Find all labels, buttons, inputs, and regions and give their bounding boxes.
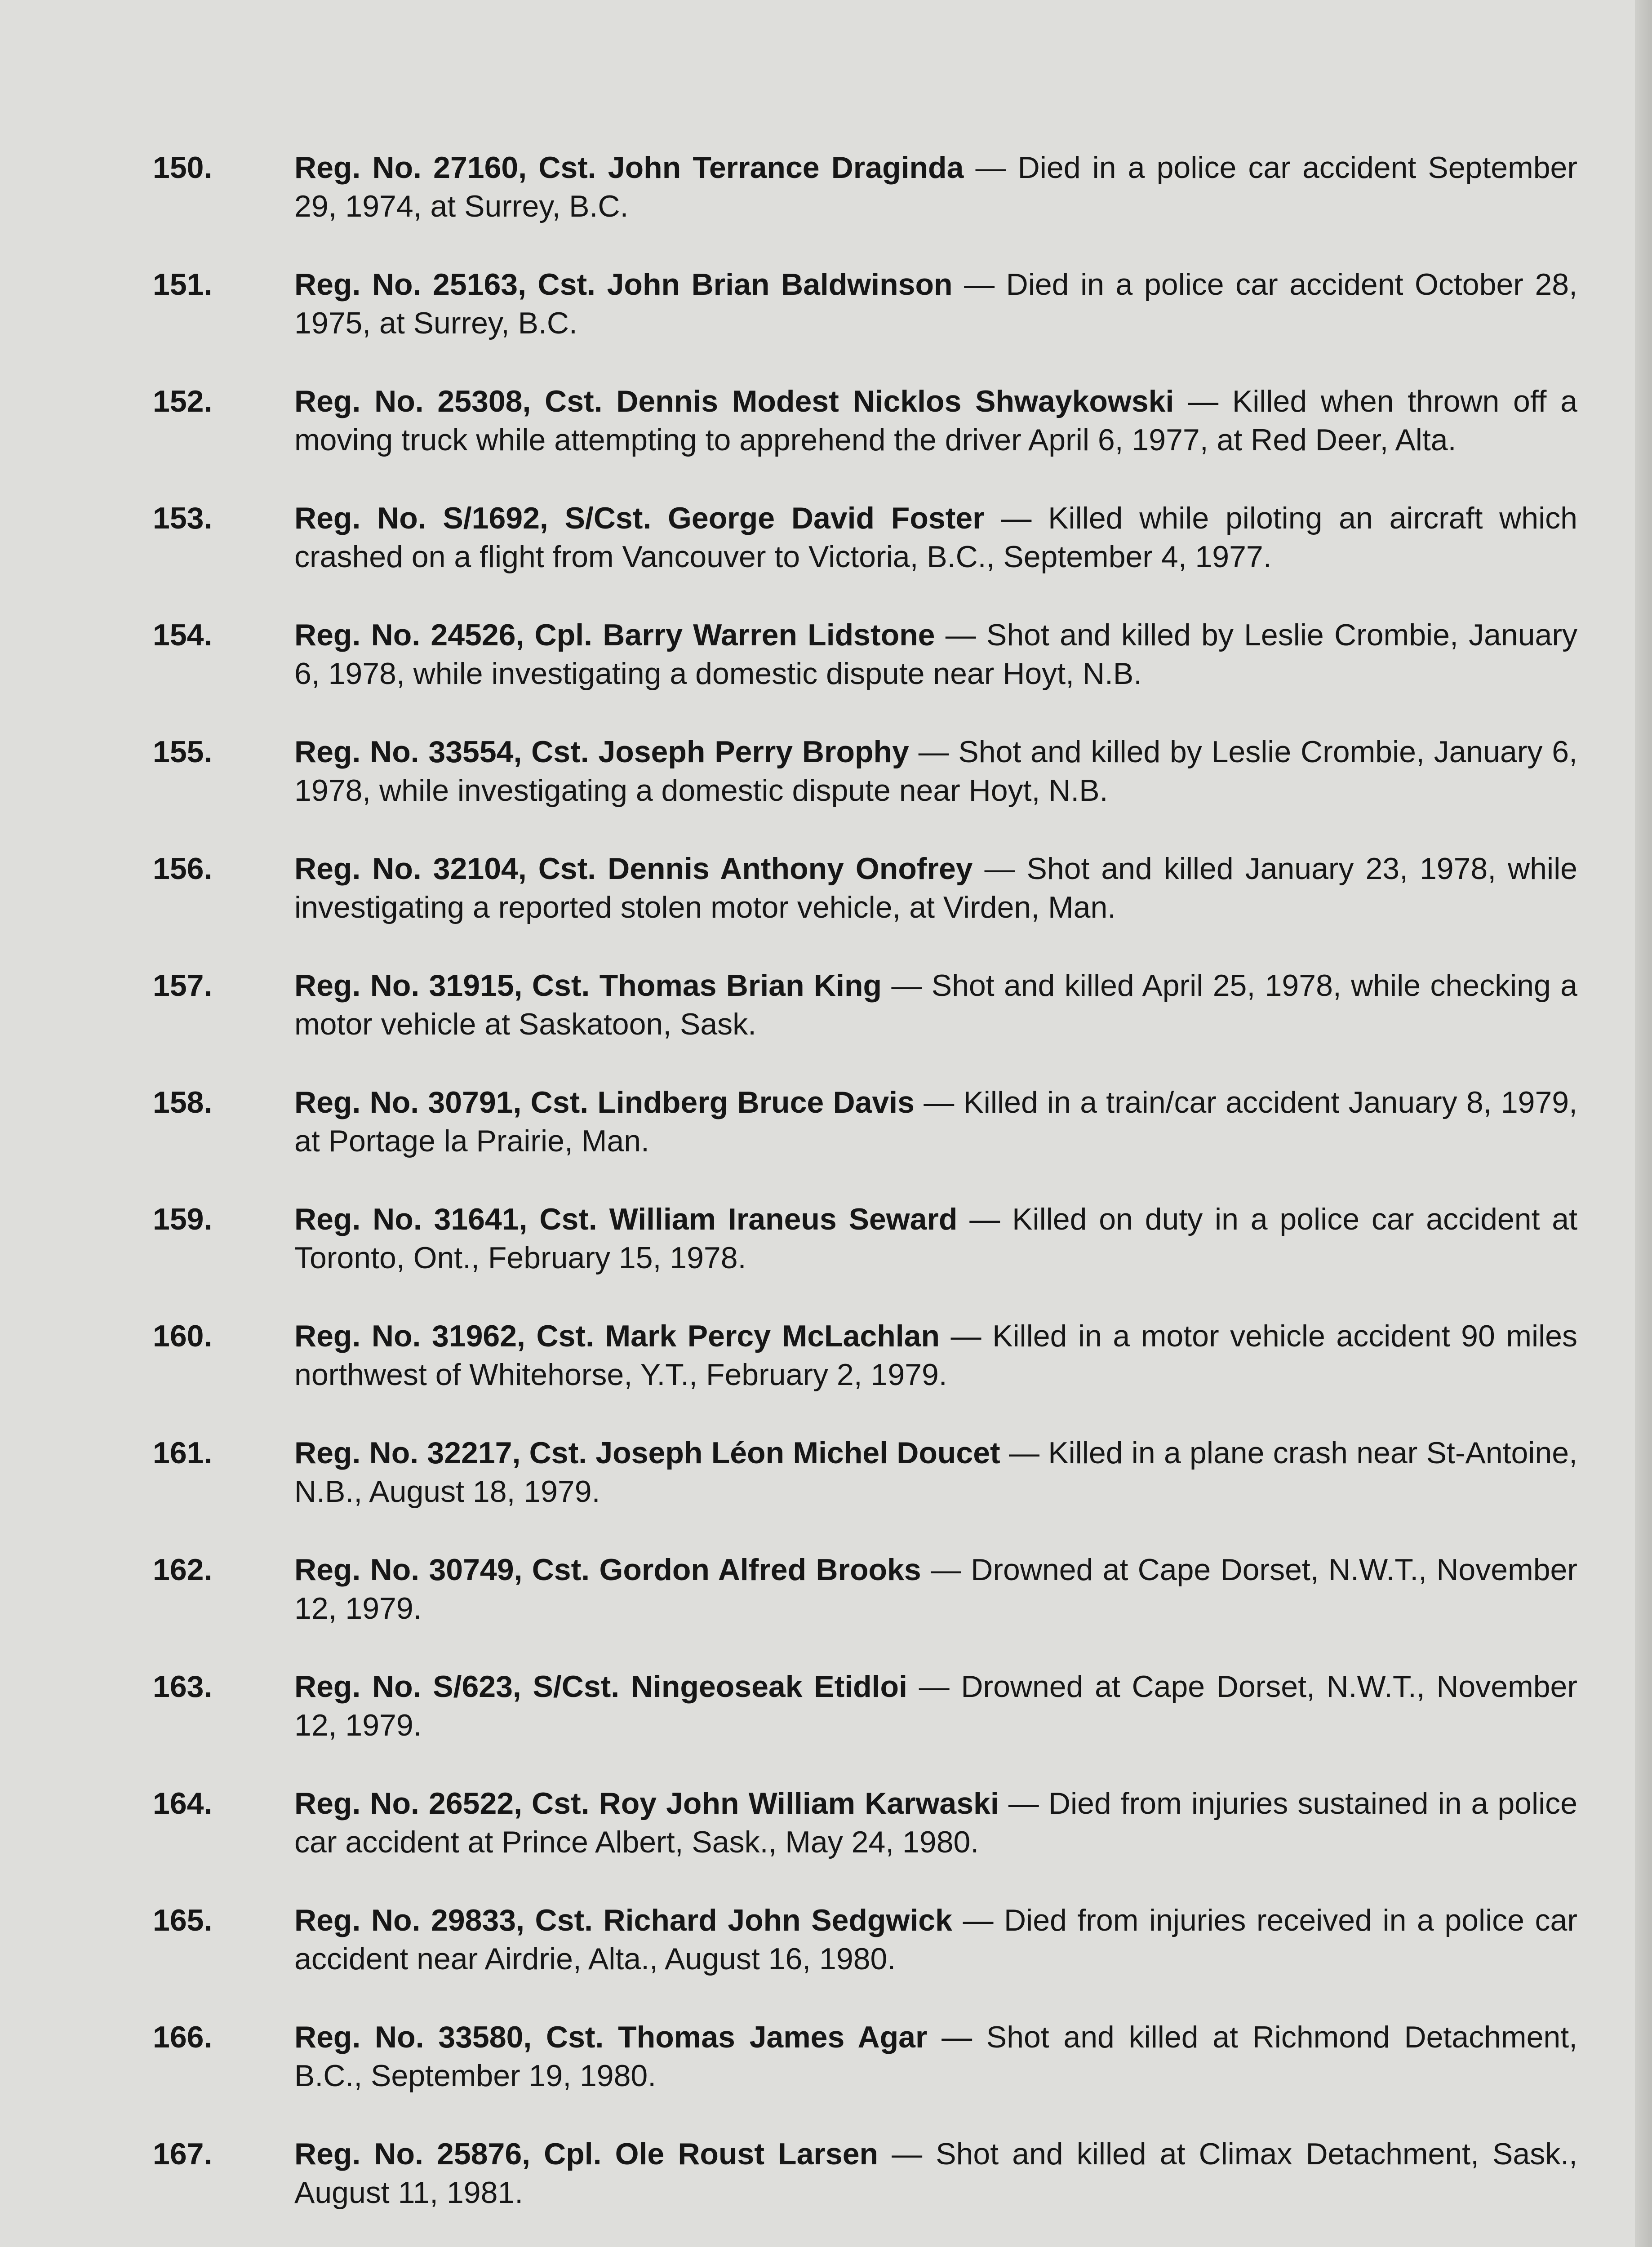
entry-heading: Reg. No. 29833, Cst. Richard John Sedgwick [294,1903,952,1937]
entry-number: 161. [153,1436,213,1470]
entry-text [294,1434,1577,1511]
list-item [153,1317,1577,1394]
list-item [153,1901,1577,1978]
entry-heading: Reg. No. 25876, Cpl. Ole Roust Larsen [294,2137,879,2171]
entry-text [294,499,1577,576]
entry-heading: Reg. No. 25163, Cst. John Brian Baldwinson [294,267,953,302]
entry-description: — Shot and killed April 25, 1978, while checking a motor vehicle at Saskatoon, Sask. [294,968,1577,1041]
list-item [153,849,1577,927]
list-item [153,148,1577,226]
entry-description: — Died from injuries sustained in a police car accident at Prince Albert, Sask., May 24, 1980. [294,1786,1578,1859]
entry-description: — Killed in a plane crash near St-Antoine, N.B., August 18, 1979. [294,1436,1577,1509]
entry-text [294,265,1577,342]
entry-description: — Shot and killed January 23, 1978, while investigating a reported stolen motor vehicle, at Virden, Man. [294,852,1578,924]
entry-text [294,1550,1577,1628]
entry-number: 160. [153,1319,213,1353]
entry-description: — Drowned at Cape Dorset, N.W.T., November 12, 1979. [294,1670,1577,1742]
entry-text [294,1083,1577,1160]
list-item [153,616,1577,693]
list-item [153,499,1577,576]
entry-text [294,1901,1577,1978]
entry-text [294,1667,1577,1745]
entry-number: 166. [153,2020,213,2054]
entry-heading: Reg. No. S/623, S/Cst. Ningeoseak Etidloi [294,1670,907,1704]
list-item [153,1784,1577,1861]
list-item [153,265,1577,342]
entry-heading: Reg. No. 33554, Cst. Joseph Perry Brophy [294,735,909,769]
entry-number: 157. [153,968,213,1003]
entry-number: 163. [153,1670,213,1704]
entry-description: — Shot and killed at Richmond Detachment, B.C., September 19, 1980. [294,2020,1577,2093]
entry-heading: Reg. No. 32217, Cst. Joseph Léon Michel Doucet [294,1436,1000,1470]
list-item [153,1550,1577,1628]
entry-heading: Reg. No. 31962, Cst. Mark Percy McLachlan [294,1319,940,1353]
entry-description: — Died in a police car accident October 28, 1975, at Surrey, B.C. [294,267,1577,340]
entry-heading: Reg. No. 33580, Cst. Thomas James Agar [294,2020,928,2054]
list-item [153,1434,1577,1511]
entry-description: — Died in a police car accident September 29, 1974, at Surrey, B.C. [294,151,1577,223]
entry-heading: Reg. No. 26522, Cst. Roy John William Karwaski [294,1786,999,1821]
entry-text [294,966,1577,1044]
entry-description: — Killed on duty in a police car accident at Toronto, Ont., February 15, 1978. [294,1202,1577,1275]
entry-text [294,148,1577,226]
entry-number: 156. [153,852,213,886]
entry-description: — Killed in a train/car accident January 8, 1979, at Portage la Prairie, Man. [294,1085,1577,1158]
entry-description: — Drowned at Cape Dorset, N.W.T., November 12, 1979. [294,1553,1577,1625]
entry-heading: Reg. No. 24526, Cpl. Barry Warren Lidstone [294,618,935,652]
entry-heading: Reg. No. 30749, Cst. Gordon Alfred Brooks [294,1553,921,1587]
entry-number: 159. [153,1202,213,1236]
page-spine-shadow [1635,0,1652,2247]
list-item [153,2135,1577,2212]
entry-text [294,733,1577,810]
entry-text [294,1317,1577,1394]
entry-number: 154. [153,618,213,652]
list-item [153,1667,1577,1745]
list-item [153,1083,1577,1160]
entry-number: 164. [153,1786,213,1821]
entry-heading: Reg. No. 27160, Cst. John Terrance Draginda [294,151,964,185]
entry-description: — Shot and killed by Leslie Crombie, January 6, 1978, while investigating a domestic dispute near Hoyt, N.B. [294,735,1577,808]
entry-text [294,616,1577,693]
entry-number: 155. [153,735,213,769]
entry-description: — Shot and killed by Leslie Crombie, January 6, 1978, while investigating a domestic dispute near Hoyt, N.B. [294,618,1577,691]
entry-number: 153. [153,501,213,535]
entry-heading: Reg. No. S/1692, S/Cst. George David Foster [294,501,985,535]
list-item [153,1200,1577,1277]
entry-heading: Reg. No. 32104, Cst. Dennis Anthony Onofrey [294,852,973,886]
entry-description: — Died from injuries received in a police car accident near Airdrie, Alta., August 16, 1980. [294,1903,1578,1976]
list-item [153,2018,1577,2095]
entry-description: — Killed in a motor vehicle accident 90 miles northwest of Whitehorse, Y.T., February 2, 1979. [294,1319,1577,1392]
entry-number: 162. [153,1553,213,1587]
list-item [153,733,1577,810]
honour-roll-list [153,148,1577,2247]
entry-heading: Reg. No. 31915, Cst. Thomas Brian King [294,968,882,1003]
entry-number: 167. [153,2137,213,2171]
entry-text [294,1784,1577,1861]
entry-text [294,2135,1577,2212]
entry-number: 152. [153,384,213,418]
entry-description: — Killed when thrown off a moving truck while attempting to apprehend the driver April 6, 1977, at Red Deer, Alta. [294,384,1577,457]
entry-text [294,2018,1577,2095]
entry-heading: Reg. No. 30791, Cst. Lindberg Bruce Davis [294,1085,915,1119]
entry-number: 158. [153,1085,213,1119]
entry-number: 165. [153,1903,213,1937]
entry-number: 150. [153,151,213,185]
entry-heading: Reg. No. 31641, Cst. William Iraneus Seward [294,1202,958,1236]
entry-heading: Reg. No. 25308, Cst. Dennis Modest Nicklos Shwaykowski [294,384,1174,418]
entry-text [294,849,1577,927]
entry-text [294,382,1577,459]
entry-number: 151. [153,267,213,302]
list-item [153,382,1577,459]
entry-text [294,1200,1577,1277]
entry-description: — Shot and killed at Climax Detachment, Sask., August 11, 1981. [294,2137,1578,2210]
entry-description: — Killed while piloting an aircraft which crashed on a flight from Vancouver to Victoria, B.C., September 4, 1977. [294,501,1577,574]
list-item [153,966,1577,1044]
